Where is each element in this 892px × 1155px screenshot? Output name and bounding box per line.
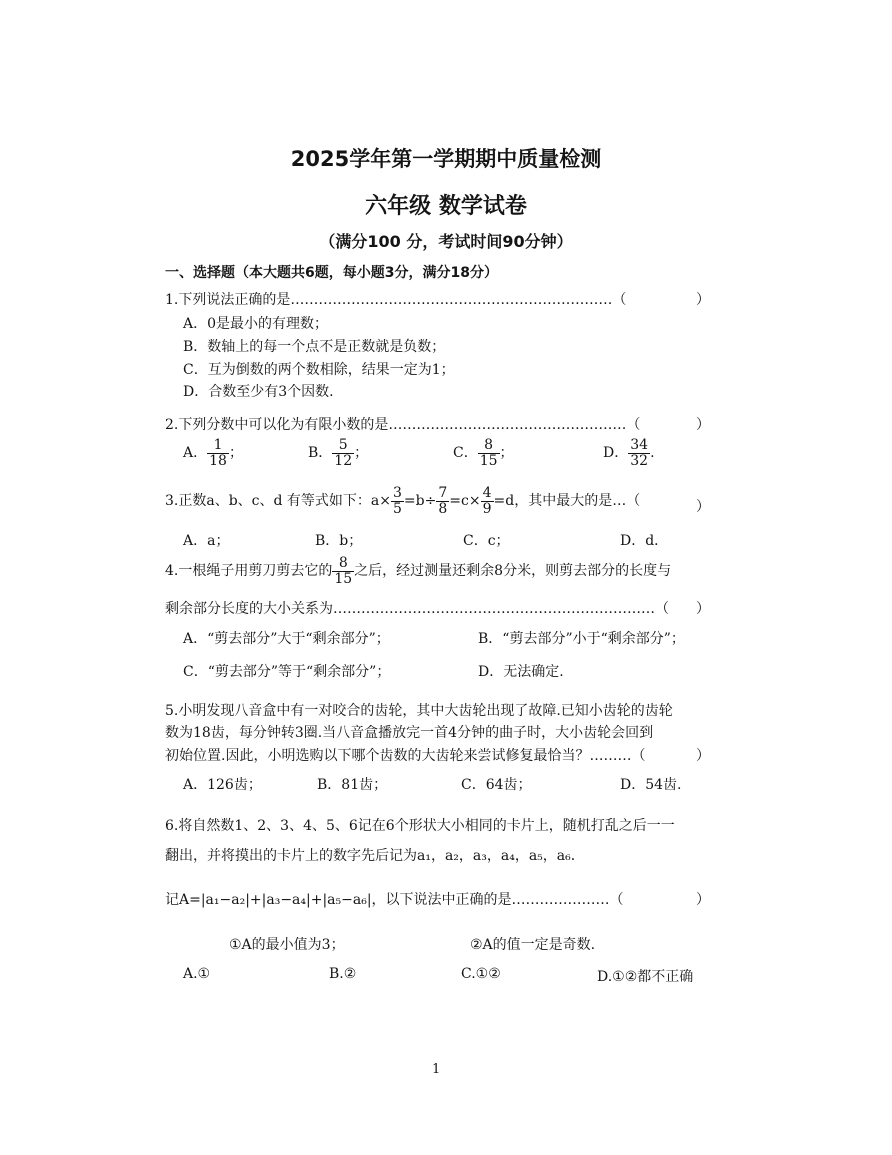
q1-option-c: C．互为倒数的两个数相除，结果一定为1； xyxy=(183,362,455,378)
q5-close-paren: ） xyxy=(696,748,710,764)
fraction xyxy=(207,438,229,468)
q6-line3: 记A=|a₁−a₂|+|a₃−a₄|+|a₅−a₆|，以下说法中正确的是…………………（ xyxy=(165,892,624,908)
q1-option-d: D．合数至少有3个因数. xyxy=(183,384,334,400)
option-label: C． xyxy=(453,445,478,462)
q1-option-b: B．数轴上的每一个点不是正数就是负数； xyxy=(183,339,446,355)
q6-line1: 6.将自然数1、2、3、4、5、6记在6个形状大小相同的卡片上，随机打乱之后一一 xyxy=(165,818,675,834)
q5-option-c: C．64齿； xyxy=(461,777,532,793)
q2-option-c xyxy=(453,438,514,468)
option-tail: ； xyxy=(499,445,514,462)
q3-mid1: =b÷ xyxy=(403,493,437,510)
option-label: B． xyxy=(308,445,333,462)
q1-close-paren: ） xyxy=(696,292,710,308)
fraction xyxy=(332,556,354,586)
q3-option-a: A．a； xyxy=(183,533,230,549)
q3-option-b: B．b； xyxy=(315,533,363,549)
q3-option-d: D．d． xyxy=(620,533,669,549)
q2-option-a xyxy=(183,438,243,468)
option-tail: . xyxy=(650,445,655,462)
denominator: 32 xyxy=(630,452,649,469)
fraction xyxy=(436,486,449,516)
exam-note: （满分100 分，考试时间90分钟） xyxy=(319,232,573,251)
q6-statement-2: ②A的值一定是奇数. xyxy=(470,937,596,953)
q5-option-a: A．126齿； xyxy=(183,777,262,793)
q4-line2: 剩余部分长度的大小关系为……………………………………………………………（ xyxy=(165,601,669,617)
fraction xyxy=(391,486,404,516)
denominator: 9 xyxy=(482,500,492,517)
q4-option-a: A．“剪去部分”大于“剩余部分”； xyxy=(183,631,390,647)
q6-option-b: B.② xyxy=(329,966,357,982)
numerator: 1 xyxy=(213,437,223,453)
q5-line2: 数为18齿，每分钟转3圈.当八音盒播放完一首4分钟的曲子时，大小齿轮会回到 xyxy=(165,725,654,741)
denominator: 18 xyxy=(209,452,227,469)
denominator: 12 xyxy=(334,452,353,469)
q2-close-paren: ） xyxy=(696,417,710,433)
q5-option-d: D．54齿. xyxy=(620,777,682,793)
q4-pre: 4.一根绳子用剪刀剪去它的 xyxy=(165,563,333,580)
numerator: 34 xyxy=(630,437,649,453)
exam-title: 2025学年第一学期期中质量检测 xyxy=(290,147,602,171)
q2-option-b xyxy=(308,438,368,468)
fraction xyxy=(478,438,500,468)
q6-close-paren: ） xyxy=(696,892,710,908)
option-label: A． xyxy=(183,445,208,462)
fraction xyxy=(481,486,494,516)
numerator: 5 xyxy=(338,437,348,453)
denominator: 15 xyxy=(334,570,353,587)
q4-option-b: B．“剪去部分”小于“剩余部分”； xyxy=(478,631,685,647)
exam-subtitle: 六年级 数学试卷 xyxy=(365,194,527,219)
q3-post: =d，其中最大的是…（ xyxy=(493,493,641,510)
q2-option-d xyxy=(603,438,655,468)
q4-post: 之后，经过测量还剩余8分米，则剪去部分的长度与 xyxy=(354,563,672,580)
q6-option-c: C.①② xyxy=(461,966,501,982)
option-tail: ； xyxy=(354,445,369,462)
q3-option-c: C．c； xyxy=(463,533,510,549)
q5-option-b: B．81齿； xyxy=(317,777,388,793)
q2-stem: 2.下列分数中可以化为有限小数的是……………………………………………（ xyxy=(165,417,641,433)
q6-statement-1: ①A的最小值为3； xyxy=(229,937,345,953)
numerator: 3 xyxy=(393,485,402,501)
q3-mid2: =c× xyxy=(449,493,481,510)
q4-close-paren: ） xyxy=(696,601,710,617)
section-heading: 一、选择题（本大题共6题，每小题3分，满分18分） xyxy=(165,265,498,281)
q5-line1: 5.小明发现八音盒中有一对咬合的齿轮，其中大齿轮出现了故障.已知小齿轮的齿轮 xyxy=(165,703,673,719)
option-tail: ； xyxy=(228,445,243,462)
q6-option-d: D.①②都不正确 xyxy=(597,969,694,985)
numerator: 8 xyxy=(484,437,494,453)
denominator: 8 xyxy=(438,500,448,517)
q3-stem xyxy=(165,486,640,516)
q1-option-a: A．0是最小的有理数； xyxy=(183,316,329,332)
q6-option-a: A.① xyxy=(183,966,211,982)
page-number: 1 xyxy=(432,1062,441,1077)
q4-option-c: C．“剪去部分”等于“剩余部分”； xyxy=(183,664,391,680)
q5-line3: 初始位置.因此，小明选购以下哪个齿数的大齿轮来尝试修复最恰当？………（ xyxy=(165,748,646,764)
q4-line1 xyxy=(165,556,671,586)
q6-line2: 翻出，并将摸出的卡片上的数字先后记为a₁，a₂，a₃，a₄，a₅，a₆． xyxy=(165,848,585,864)
q4-option-d: D．无法确定. xyxy=(478,664,564,680)
denominator: 5 xyxy=(393,500,402,517)
denominator: 15 xyxy=(479,452,498,469)
q3-pre: 3.正数a、b、c、d 有等式如下：a× xyxy=(165,493,391,510)
fraction xyxy=(332,438,354,468)
numerator: 8 xyxy=(338,555,348,571)
q3-close-paren: ） xyxy=(696,499,710,515)
numerator: 4 xyxy=(482,485,492,501)
option-label: D． xyxy=(603,445,629,462)
q1-stem: 1.下列说法正确的是……………………………………………………………（ xyxy=(165,292,627,308)
numerator: 7 xyxy=(438,485,448,501)
fraction xyxy=(628,438,650,468)
